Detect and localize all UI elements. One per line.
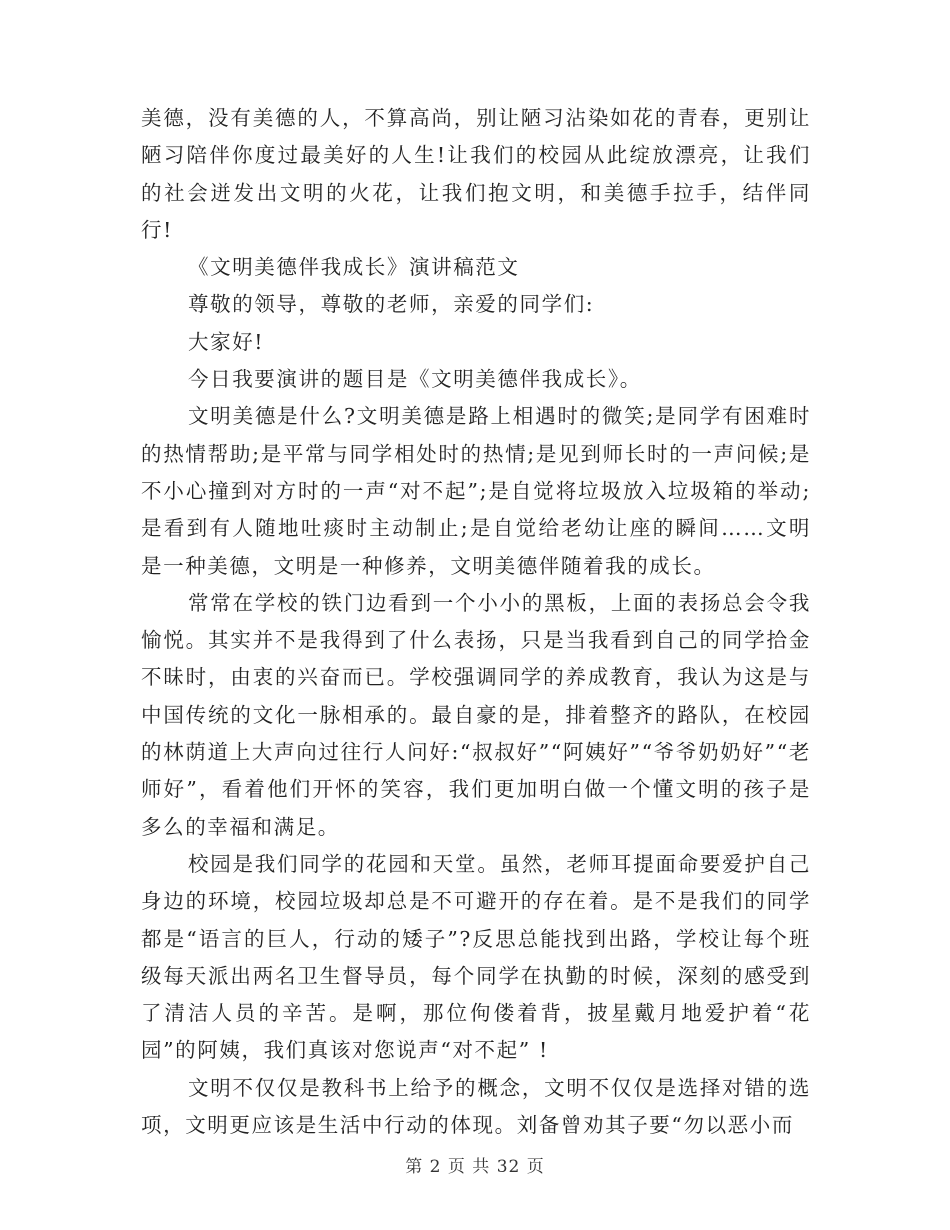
- paragraph-school-blackboard: 常常在学校的铁门边看到一个小小的黑板，上面的表扬总会令我愉悦。其实并不是我得到了什么表扬，只是当我看到自己的同学拾金不昧时，由衷的兴奋而已。学校强调同学的养成教育，我认为这是与中国传统的文化一脉相承的。最自豪的是，排着整齐的路队，在校园的林荫道上大声向过往行人问好:“叔叔好”“阿姨好”“爷爷奶奶好”“老师好”，看着他们开怀的笑容，我们更加明白做一个懂文明的孩子是多么的幸福和满足。: [141, 590, 811, 839]
- page-footer: 第 2 页 共 32 页: [405, 1157, 545, 1177]
- salutation: 尊敬的领导，尊敬的老师，亲爱的同学们:: [188, 292, 595, 317]
- paragraph-topic: 今日我要演讲的题目是《文明美德伴我成长》。: [188, 367, 642, 392]
- speech-title: 《文明美德伴我成长》演讲稿范文: [188, 255, 520, 280]
- paragraph-civility-action: 文明不仅仅是教科书上给予的概念，文明不仅仅是选择对错的选项，文明更应该是生活中行动的体现。刘备曾劝其子要“勿以恶小而: [141, 1075, 811, 1138]
- paragraph-closing-text: 美德，没有美德的人，不算高尚，别让陋习沾染如花的青春，更别让陋习陪伴你度过最美好的人生!让我们的校园从此绽放漂亮，让我们的社会迸发出文明的火花，让我们抱文明，和美德手拉手，结伴同行!: [141, 106, 811, 242]
- paragraph-what-is-civility: 文明美德是什么?文明美德是路上相遇时的微笑;是同学有困难时的热情帮助;是平常与同学相处时的热情;是见到师长时的一声问候;是不小心撞到对方时的一声“对不起”;是自觉将垃圾放入垃圾箱的举动;是看到有人随地吐痰时主动制止;是自觉给老幼让座的瞬间……文明是一种美德，文明是一种修养，文明美德伴随着我的成长。: [141, 404, 811, 578]
- paragraph-campus-garden: 校园是我们同学的花园和天堂。虽然，老师耳提面命要爱护自己身边的环境，校园垃圾却总是不可避开的存在着。是不是我们的同学都是“语言的巨人，行动的矮子”?反思总能找到出路，学校让每个班级每天派出两名卫生督导员，每个同学在执勤的时候，深刻的感受到了清洁人员的辛苦。是啊，那位佝偻着背，披星戴月地爱护着“花园”的阿姨，我们真该对您说声“对不起” !: [141, 851, 811, 1063]
- document-body: [141, 100, 811, 1144]
- greeting: 大家好!: [188, 329, 265, 354]
